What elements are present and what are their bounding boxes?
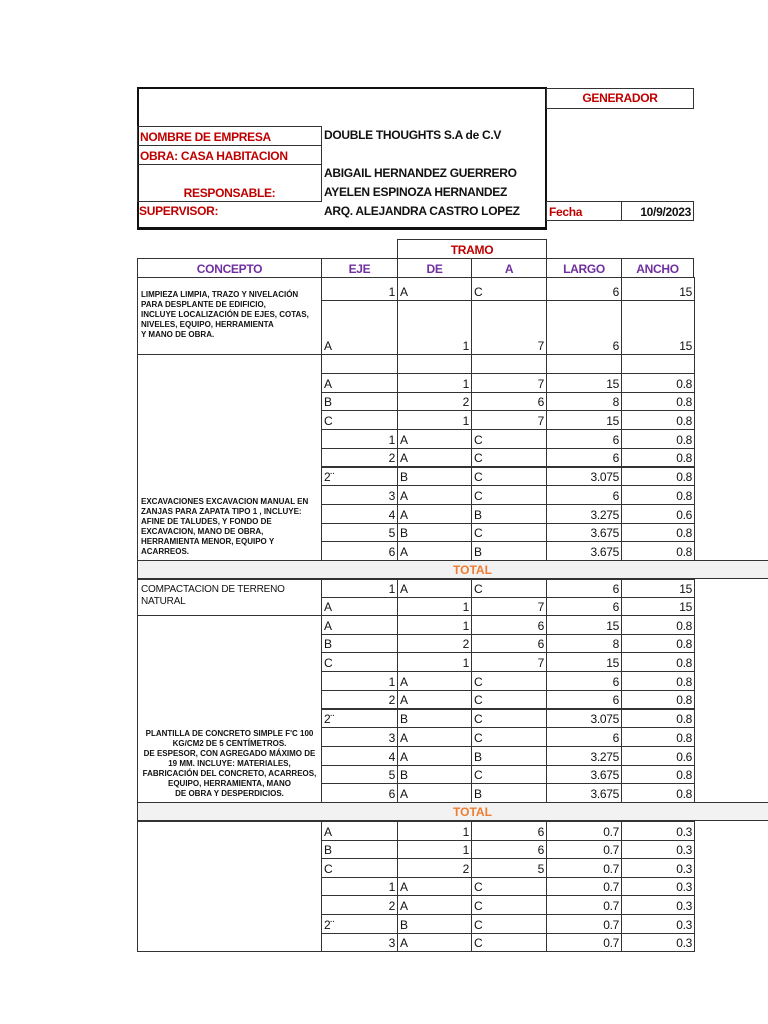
cell-ancho: 0.8 [621,783,695,803]
cell-a: 7 [471,652,547,672]
cell-eje: 2 [321,690,398,710]
cell-largo: 3.075 [546,467,622,487]
cell-ancho: 0.8 [621,392,695,412]
col-largo: LARGO [546,258,622,278]
supervisor-label: SUPERVISOR: [139,204,219,218]
cell-de [397,354,472,374]
cell-eje: 2¨ [321,467,398,487]
cell-eje: 2¨ [321,709,398,729]
cell-ancho: 0.8 [621,615,695,635]
cell-de: A [397,746,472,766]
cell-ancho: 15 [621,277,695,301]
cell-ancho: 0.3 [621,821,695,841]
cell-de: 1 [397,410,472,430]
cell-de: A [397,429,472,449]
cell-ancho: 0.6 [621,504,695,524]
cell-ancho: 0.3 [621,858,695,878]
cell-ancho: 15 [621,579,695,598]
col-eje: EJE [321,258,398,278]
cell-a: C [471,277,547,301]
cell-largo: 6 [546,597,622,616]
cell-a: B [471,504,547,524]
col-ancho: ANCHO [621,258,694,278]
cell-largo: 3.675 [546,523,622,543]
cell-largo: 6 [546,277,622,301]
cell-largo: 3.275 [546,746,622,766]
cell-largo: 8 [546,634,622,654]
cell-eje: 3 [321,727,398,747]
cell-ancho: 0.8 [621,690,695,710]
cell-de: 1 [397,597,472,616]
cell-eje: 1 [321,277,398,301]
cell-eje: C [321,858,398,878]
cell-a: 5 [471,858,547,878]
cell-a: B [471,541,547,561]
cell-largo: 3.675 [546,765,622,785]
cell-a: C [471,579,547,598]
responsable-label: RESPONSABLE: [137,164,322,202]
cell-largo: 0.7 [546,858,622,878]
cell-largo: 15 [546,410,622,430]
cell-eje [321,354,398,374]
cell-de: A [397,877,472,897]
cell-eje: 3 [321,933,398,953]
cell-a: C [471,467,547,487]
cell-de: 1 [397,821,472,841]
cell-a: 6 [471,840,547,860]
cell-a: C [471,895,547,915]
total-row [137,802,768,821]
cell-ancho: 0.6 [621,746,695,766]
responsable-1: ABIGAIL HERNANDEZ GUERRERO [324,166,517,180]
cell-ancho: 0.3 [621,933,695,953]
cell-de: 1 [397,373,472,393]
cell-de: A [397,895,472,915]
cell-eje: C [321,652,398,672]
cell-a: C [471,429,547,449]
concept-text: PLANTILLA DE CONCRETO SIMPLE F'C 100 KG/CM2 DE 5 CENTÍMETROS. DE ESPESOR, CON AGREGADO MÁXIMO DE 19 MM. INCLUYE: MATERIALES, FABRICACIÓN DEL CONCRETO, ACARREOS, EQUIPO, HERRAMIENTA, MANO DE OBRA Y DESPERDICIOS. [142,729,317,798]
cell-largo: 0.7 [546,933,622,953]
cell-a: C [471,485,547,505]
cell-de: A [397,504,472,524]
cell-a [471,354,547,374]
cell-ancho: 15 [621,300,695,355]
cell-de: A [397,448,472,468]
cell-a: C [471,765,547,785]
cell-a: 6 [471,821,547,841]
cell-largo: 15 [546,615,622,635]
cell-largo: 6 [546,429,622,449]
concept-cell [137,579,322,616]
concept-cell [137,277,322,355]
cell-largo: 6 [546,671,622,691]
total-label: TOTAL [453,805,492,819]
cell-a: B [471,746,547,766]
fecha-label: Fecha [546,201,622,221]
cell-ancho: 0.3 [621,895,695,915]
cell-de: A [397,783,472,803]
cell-eje: A [321,821,398,841]
cell-largo: 6 [546,300,622,355]
tramo-header: TRAMO [397,239,547,259]
cell-largo: 3.675 [546,541,622,561]
cell-a: C [471,690,547,710]
cell-de: 1 [397,615,472,635]
cell-eje: 3 [321,485,398,505]
cell-a: 6 [471,392,547,412]
cell-ancho: 0.8 [621,671,695,691]
cell-de: A [397,485,472,505]
cell-a: 7 [471,597,547,616]
col-a: A [471,258,547,278]
cell-de: B [397,467,472,487]
cell-eje: 6 [321,783,398,803]
fecha-value: 10/9/2023 [621,201,694,221]
cell-ancho: 0.8 [621,467,695,487]
cell-eje: 2¨ [321,914,398,934]
cell-de: 2 [397,634,472,654]
cell-eje: A [321,615,398,635]
cell-eje: 5 [321,523,398,543]
cell-ancho: 15 [621,597,695,616]
cell-a: C [471,448,547,468]
cell-eje: B [321,840,398,860]
cell-largo: 0.7 [546,821,622,841]
cell-largo: 0.7 [546,895,622,915]
cell-de: A [397,671,472,691]
cell-eje: 6 [321,541,398,561]
cell-largo: 3.675 [546,783,622,803]
cell-largo: 6 [546,727,622,747]
cell-de: 1 [397,652,472,672]
cell-a: B [471,783,547,803]
cell-eje: 2 [321,895,398,915]
cell-largo: 6 [546,579,622,598]
cell-a: C [471,914,547,934]
cell-ancho [621,354,695,374]
cell-ancho: 0.3 [621,914,695,934]
cell-a: 7 [471,373,547,393]
cell-ancho: 0.3 [621,877,695,897]
cell-a: C [471,877,547,897]
cell-ancho: 0.8 [621,765,695,785]
cell-largo: 3.275 [546,504,622,524]
cell-ancho: 0.8 [621,523,695,543]
cell-ancho: 0.8 [621,541,695,561]
cell-ancho: 0.8 [621,727,695,747]
cell-ancho: 0.8 [621,410,695,430]
cell-eje: 1 [321,429,398,449]
cell-eje: 1 [321,671,398,691]
cell-largo: 6 [546,690,622,710]
cell-de: A [397,727,472,747]
obra-label: OBRA: CASA HABITACION [137,145,322,165]
concept-cell [137,615,322,803]
cell-de: 1 [397,300,472,355]
concept-text: LIMPIEZA LIMPIA, TRAZO Y NIVELACIÓN PARA DESPLANTE DE EDIFICIO, INCLUYE LOCALIZACIÓN DE EJES, COTAS, NIVELES, EQUIPO, HERRAMIENTA Y MANO DE OBRA. [141,289,309,339]
concept-text: COMPACTACION DE TERRENO NATURAL [141,583,285,607]
cell-eje: 1 [321,579,398,598]
cell-de: B [397,523,472,543]
cell-eje: B [321,634,398,654]
cell-eje: 4 [321,746,398,766]
cell-de: A [397,690,472,710]
cell-largo: 8 [546,392,622,412]
total-label: TOTAL [453,563,492,577]
concept-cell [137,821,322,952]
cell-de: B [397,709,472,729]
empresa-value: DOUBLE THOUGHTS S.A de C.V [324,128,502,142]
cell-a: C [471,709,547,729]
col-de: DE [397,258,472,278]
cell-largo: 0.7 [546,914,622,934]
generador-title: GENERADOR [546,88,694,109]
cell-ancho: 0.3 [621,840,695,860]
cell-largo: 3.075 [546,709,622,729]
cell-a: C [471,933,547,953]
cell-eje: C [321,410,398,430]
cell-eje: A [321,300,398,355]
cell-a: C [471,523,547,543]
cell-largo: 6 [546,485,622,505]
supervisor-value: ARQ. ALEJANDRA CASTRO LOPEZ [324,204,520,218]
cell-ancho: 0.8 [621,652,695,672]
cell-largo: 0.7 [546,840,622,860]
cell-de: A [397,933,472,953]
col-concepto: CONCEPTO [137,258,322,278]
cell-de: B [397,914,472,934]
cell-a: 6 [471,634,547,654]
empresa-label: NOMBRE DE EMPRESA [137,126,322,146]
cell-de: A [397,579,472,598]
cell-de: A [397,277,472,301]
concept-cell [137,354,322,561]
total-row [137,560,768,579]
cell-de: 2 [397,858,472,878]
responsable-2: AYELEN ESPINOZA HERNANDEZ [324,185,507,199]
cell-ancho: 0.8 [621,709,695,729]
cell-a: 7 [471,300,547,355]
cell-eje: A [321,597,398,616]
cell-eje: 1 [321,877,398,897]
cell-eje: B [321,392,398,412]
cell-a: C [471,671,547,691]
cell-eje: 4 [321,504,398,524]
cell-largo: 0.7 [546,877,622,897]
cell-de: 2 [397,392,472,412]
cell-largo: 15 [546,652,622,672]
cell-eje: 5 [321,765,398,785]
cell-largo [546,354,622,374]
cell-largo: 6 [546,448,622,468]
cell-ancho: 0.8 [621,448,695,468]
cell-de: B [397,765,472,785]
cell-a: 7 [471,410,547,430]
cell-ancho: 0.8 [621,373,695,393]
cell-ancho: 0.8 [621,634,695,654]
cell-eje: A [321,373,398,393]
cell-ancho: 0.8 [621,485,695,505]
cell-eje: 2 [321,448,398,468]
cell-de: 1 [397,840,472,860]
cell-a: 6 [471,615,547,635]
cell-ancho: 0.8 [621,429,695,449]
cell-largo: 15 [546,373,622,393]
cell-a: C [471,727,547,747]
concept-text: EXCAVACIONES EXCAVACION MANUAL EN ZANJAS PARA ZAPATA TIPO 1 , INCLUYE: AFINE DE TALUDES, Y FONDO DE EXCAVACION, MANO DE OBRA, HERRAMIENTA MENOR, EQUIPO Y ACARREOS. [141,497,309,556]
cell-de: A [397,541,472,561]
